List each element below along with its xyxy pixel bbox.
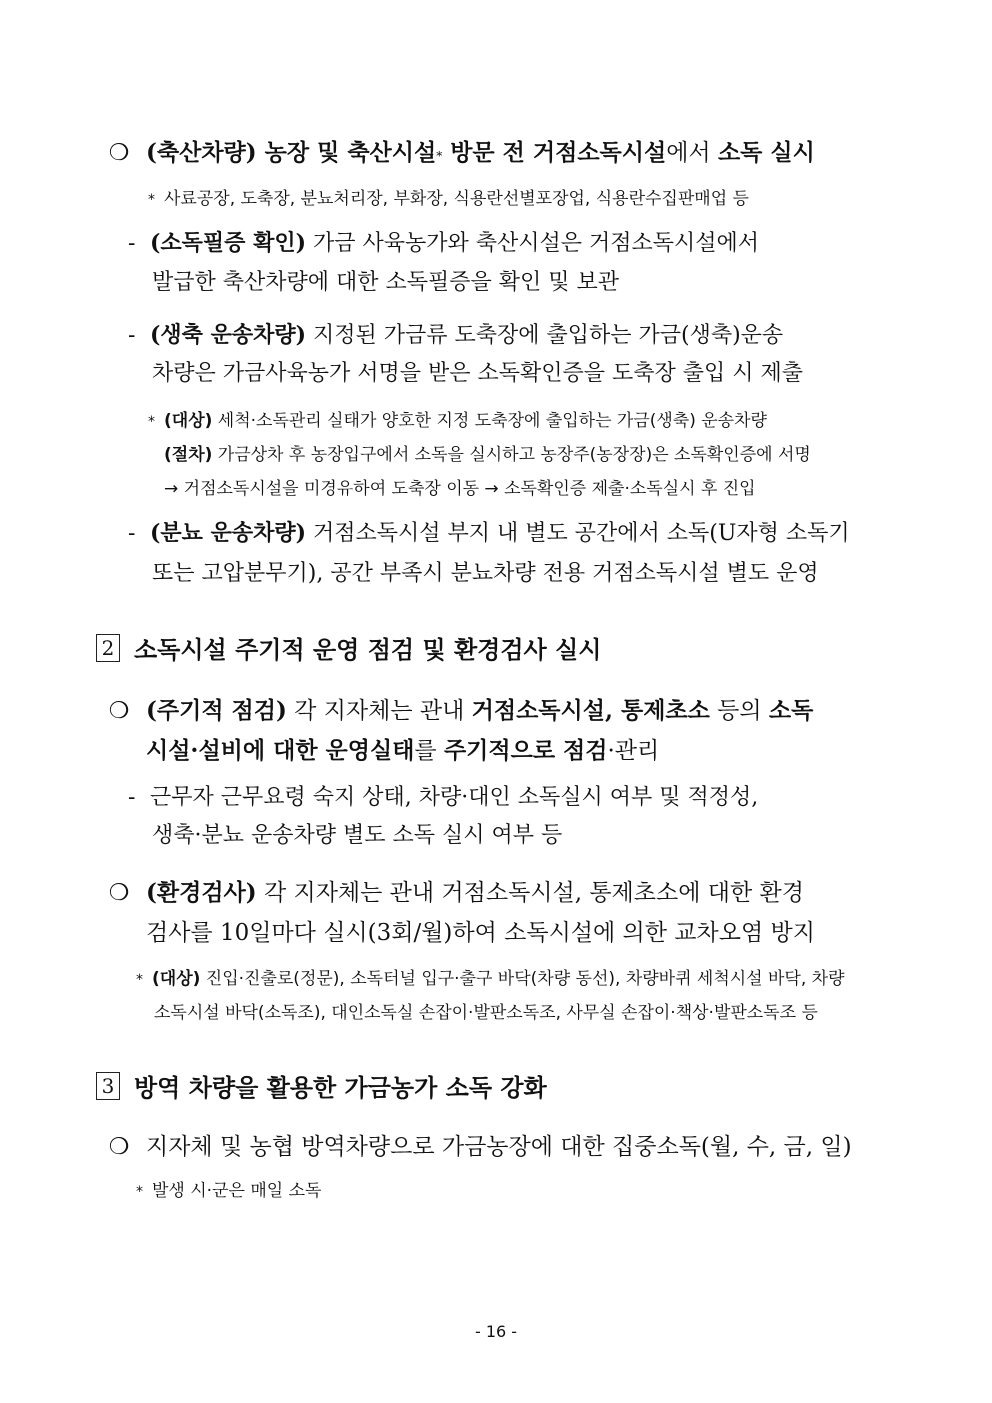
bullet-periodic-inspection bbox=[108, 692, 813, 725]
text-bold: 시설·설비에 대한 운영실태 bbox=[146, 737, 415, 764]
dash-bullet: - bbox=[128, 521, 136, 546]
text: 각 지자체는 관내 bbox=[286, 698, 472, 724]
bullet-environment-test-cont bbox=[146, 914, 815, 947]
note-daily-disinfection bbox=[136, 1176, 321, 1201]
sub-bullet-manure-transport bbox=[128, 516, 850, 547]
text: 지자체 및 농협 방역차량으로 가금농장에 대한 집중소독(월, 수, 금, 일) bbox=[146, 1134, 852, 1160]
asterisk-icon: * bbox=[136, 1184, 143, 1200]
text-bold: 소독 bbox=[768, 697, 814, 724]
text-bold: (분뇨 운송차량) bbox=[150, 520, 306, 546]
asterisk-icon: * bbox=[148, 192, 155, 208]
text: 차량은 가금사육농가 서명을 받은 소독확인증을 도축장 출입 시 제출 bbox=[152, 361, 804, 386]
bullet-quarantine-vehicles bbox=[108, 1128, 852, 1161]
sub-bullet-certificate bbox=[128, 226, 759, 257]
text-bold: (대상) bbox=[164, 411, 213, 431]
section-2-heading bbox=[96, 630, 601, 665]
section-title: 방역 차량을 활용한 가금농가 소독 강화 bbox=[134, 1073, 547, 1102]
text: 에서 bbox=[666, 140, 718, 166]
text-bold: 주기적으로 점검 bbox=[443, 737, 608, 764]
text: 가금 사육농가와 축산시설은 거점소독시설에서 bbox=[306, 231, 760, 256]
dash-bullet: - bbox=[128, 785, 136, 810]
circle-bullet-icon: ❍ bbox=[108, 880, 130, 906]
text-bold: 거점소독시설, 통제초소 bbox=[471, 697, 710, 724]
page-number: - 16 - bbox=[474, 1322, 518, 1341]
text-bold: (주기적 점검) bbox=[146, 697, 287, 724]
text-bold: 방문 전 거점소독시설 bbox=[442, 139, 667, 166]
sub-bullet-manure-transport-cont bbox=[152, 556, 819, 587]
text: 를 bbox=[414, 738, 444, 764]
text: 진입·진출로(정문), 소독터널 입구·출구 바닥(차량 동선), 차량바퀴 세척시설 바닥, 차량 bbox=[200, 969, 845, 989]
bullet-environment-test bbox=[108, 874, 804, 907]
section-number-box: 3 bbox=[96, 1072, 120, 1100]
sub-bullet-live-transport bbox=[128, 318, 783, 349]
text: 근무자 근무요령 숙지 상태, 차량·대인 소독실시 여부 및 적정성, bbox=[150, 785, 759, 810]
heading-livestock-vehicle: (축산차량) bbox=[146, 139, 257, 166]
dash-bullet: - bbox=[128, 231, 136, 256]
sub-bullet-certificate-cont bbox=[152, 265, 619, 296]
text-bold: 소독 실시 bbox=[717, 139, 815, 166]
text: 생축·분뇨 운송차량 별도 소독 실시 여부 등 bbox=[152, 823, 563, 848]
sub-bullet-worker-check bbox=[128, 780, 758, 811]
section-number-box: 2 bbox=[96, 634, 120, 662]
text-bold: (절차) bbox=[164, 445, 213, 465]
text: 가금상차 후 농장입구에서 소독을 실시하고 농장주(농장장)은 소독확인증에 서명 bbox=[212, 445, 811, 465]
sub-bullet-live-transport-cont bbox=[152, 356, 803, 387]
text: 발생 시·군은 매일 소독 bbox=[152, 1181, 322, 1201]
footnote-marker: * bbox=[436, 149, 443, 163]
circle-bullet-icon: ❍ bbox=[108, 140, 130, 166]
note-environment-target bbox=[136, 964, 845, 989]
asterisk-icon: * bbox=[148, 414, 155, 430]
text: 거점소독시설 부지 내 별도 공간에서 소독(U자형 소독기 bbox=[306, 521, 850, 546]
circle-bullet-icon: ❍ bbox=[108, 698, 130, 724]
section-title: 소독시설 주기적 운영 점검 및 환경검사 실시 bbox=[134, 635, 602, 664]
text-bold: (환경검사) bbox=[146, 879, 257, 906]
note-environment-target-cont bbox=[154, 998, 818, 1023]
text: 소독시설 바닥(소독조), 대인소독실 손잡이·발판소독조, 사무실 손잡이·책상·발판소독조 등 bbox=[154, 1003, 818, 1023]
bullet-periodic-inspection-cont bbox=[146, 732, 659, 765]
footnote-facilities bbox=[148, 184, 749, 209]
text: 각 지자체는 관내 거점소독시설, 통제초소에 대한 환경 bbox=[256, 880, 804, 906]
note-target bbox=[148, 406, 767, 431]
text-bold: 농장 및 축산시설 bbox=[256, 139, 437, 166]
text: 지정된 가금류 도축장에 출입하는 가금(생축)운송 bbox=[306, 323, 784, 348]
text: 등의 bbox=[709, 698, 769, 724]
dash-bullet: - bbox=[128, 323, 136, 348]
text: → 거점소독시설을 미경유하여 도축장 이동 → 소독확인증 제출·소독실시 후 진입 bbox=[164, 479, 756, 499]
text: 세척·소독관리 실태가 양호한 지정 도축장에 출입하는 가금(생축) 운송차량 bbox=[212, 411, 767, 431]
text-bold: (소독필증 확인) bbox=[150, 230, 306, 256]
text: 또는 고압분무기), 공간 부족시 분뇨차량 전용 거점소독시설 별도 운영 bbox=[152, 561, 819, 586]
bullet-livestock-vehicle bbox=[108, 134, 815, 167]
note-procedure-flow bbox=[164, 474, 756, 499]
text: 검사를 10일마다 실시(3회/월)하여 소독시설에 의한 교차오염 방지 bbox=[146, 920, 815, 946]
footnote-text: 사료공장, 도축장, 분뇨처리장, 부화장, 식용란선별포장업, 식용란수집판매업 등 bbox=[164, 189, 749, 209]
text: 발급한 축산차량에 대한 소독필증을 확인 및 보관 bbox=[152, 270, 620, 295]
text: ·관리 bbox=[607, 738, 660, 764]
section-3-heading bbox=[96, 1068, 547, 1103]
text-bold: (대상) bbox=[152, 969, 201, 989]
note-procedure bbox=[164, 440, 811, 465]
sub-bullet-worker-check-cont bbox=[152, 818, 562, 849]
asterisk-icon: * bbox=[136, 972, 143, 988]
text-bold: (생축 운송차량) bbox=[150, 322, 306, 348]
circle-bullet-icon: ❍ bbox=[108, 1134, 130, 1160]
